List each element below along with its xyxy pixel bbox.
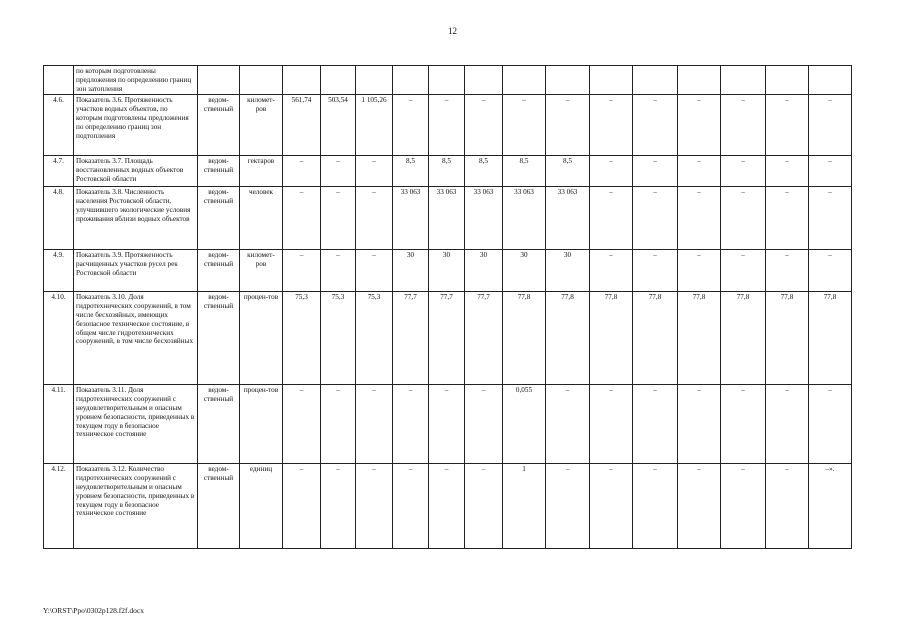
year-value: – (809, 250, 852, 292)
year-value: – (590, 156, 633, 187)
unit-of-measure: гектаров (240, 156, 283, 187)
table-row (44, 464, 852, 549)
year-value: – (283, 464, 321, 549)
year-value: – (809, 95, 852, 156)
year-value: – (321, 250, 356, 292)
indicator-type: ведом-ственный (198, 187, 240, 250)
row-number: 4.9. (44, 250, 74, 292)
year-value: – (678, 385, 721, 464)
year-value: –». (809, 464, 852, 549)
year-value: 8,5 (465, 156, 503, 187)
year-value: – (809, 385, 852, 464)
year-value: 33 063 (503, 187, 546, 250)
year-value: – (678, 250, 721, 292)
table-row-continuation (44, 66, 852, 95)
year-value: – (633, 385, 678, 464)
year-value: – (546, 385, 590, 464)
cell (633, 66, 678, 95)
table-row (44, 187, 852, 250)
year-value: 33 063 (465, 187, 503, 250)
year-value: – (809, 156, 852, 187)
unit-of-measure: человек (240, 187, 283, 250)
year-value: – (321, 187, 356, 250)
indicator-name: Показатель 3.12. Количество гидротехнических сооружений с неудовлетворительным и опасным уровнем безопасности, приведенных в текущем году в безопасное техническое состояние (74, 464, 198, 549)
year-value: – (678, 187, 721, 250)
year-value: – (283, 156, 321, 187)
year-value: – (766, 385, 809, 464)
cell (546, 66, 590, 95)
row-number: 4.7. (44, 156, 74, 187)
year-value: – (766, 464, 809, 549)
table-body (44, 66, 852, 549)
cell (721, 66, 766, 95)
year-value: 8,5 (429, 156, 465, 187)
year-value: – (503, 95, 546, 156)
indicator-type: ведом-ственный (198, 156, 240, 187)
year-value: – (356, 187, 393, 250)
year-value: 77,8 (766, 292, 809, 385)
indicators-table (43, 65, 852, 549)
year-value: – (321, 385, 356, 464)
year-value: – (766, 95, 809, 156)
year-value: – (393, 385, 429, 464)
year-value: – (721, 95, 766, 156)
year-value: 77,7 (465, 292, 503, 385)
year-value: – (590, 187, 633, 250)
year-value: 561,74 (283, 95, 321, 156)
year-value: – (590, 95, 633, 156)
cell (465, 66, 503, 95)
indicator-name: Показатель 3.9. Протяженность расчищенных участков русел рек Ростовской области (74, 250, 198, 292)
indicator-type: ведом-ственный (198, 250, 240, 292)
year-value: 30 (546, 250, 590, 292)
year-value: – (590, 464, 633, 549)
year-value: 30 (429, 250, 465, 292)
year-value: – (721, 187, 766, 250)
year-value: 77,8 (678, 292, 721, 385)
indicator-type: ведом-ственный (198, 95, 240, 156)
year-value: – (356, 385, 393, 464)
year-value: – (283, 385, 321, 464)
cell (503, 66, 546, 95)
year-value: – (429, 464, 465, 549)
cell (678, 66, 721, 95)
cell (393, 66, 429, 95)
year-value: – (465, 464, 503, 549)
year-value: – (393, 464, 429, 549)
indicator-name: Показатель 3.8. Численность населения Ростовской области, улучшившего экологические условия проживания вблизи водных объектов (74, 187, 198, 250)
cell (809, 66, 852, 95)
year-value: – (678, 95, 721, 156)
table-row (44, 385, 852, 464)
indicator-name: Показатель 3.6. Протяженность участков водных объектов, по которым подготовлены предложения по определению границ зон подтопления (74, 95, 198, 156)
row-number: 4.10. (44, 292, 74, 385)
page-number: 12 (448, 26, 457, 36)
year-value: 75,3 (356, 292, 393, 385)
year-value: 8,5 (546, 156, 590, 187)
year-value: – (356, 156, 393, 187)
year-value: – (429, 385, 465, 464)
year-value: – (633, 156, 678, 187)
year-value: – (393, 95, 429, 156)
row-number: 4.12. (44, 464, 74, 549)
year-value: 33 063 (429, 187, 465, 250)
indicator-name: Показатель 3.10. Доля гидротехнических сооружений, в том числе бесхозяйных, имеющих безопасное техническое состояние, в общем числе гидротехнических сооружений, в том числе бесхозяйных (74, 292, 198, 385)
year-value: 33 063 (393, 187, 429, 250)
unit-of-measure: единиц (240, 464, 283, 549)
cell (766, 66, 809, 95)
year-value: 75,3 (321, 292, 356, 385)
unit-of-measure: процен-тов (240, 385, 283, 464)
year-value: – (546, 464, 590, 549)
year-value: – (465, 95, 503, 156)
cell (198, 66, 240, 95)
year-value: 77,8 (809, 292, 852, 385)
year-value: 75,3 (283, 292, 321, 385)
year-value: – (465, 385, 503, 464)
year-value: 33 063 (546, 187, 590, 250)
year-value: – (633, 464, 678, 549)
year-value: – (721, 156, 766, 187)
indicator-name: Показатель 3.11. Доля гидротехнических сооружений с неудовлетворительным и опасным уровнем безопасности, приведенных в текущем году в безопасное техническое состояние (74, 385, 198, 464)
year-value: – (766, 156, 809, 187)
indicator-type: ведом-ственный (198, 464, 240, 549)
indicator-type: ведом-ственный (198, 385, 240, 464)
year-value: 1 (503, 464, 546, 549)
year-value: – (633, 95, 678, 156)
year-value: 77,7 (393, 292, 429, 385)
unit-of-measure: километ-ров (240, 250, 283, 292)
cell (283, 66, 321, 95)
year-value: 8,5 (503, 156, 546, 187)
year-value: 8,5 (393, 156, 429, 187)
row-number: 4.11. (44, 385, 74, 464)
cell (429, 66, 465, 95)
row-number: 4.6. (44, 95, 74, 156)
year-value: – (721, 250, 766, 292)
table-row (44, 250, 852, 292)
year-value: 77,8 (546, 292, 590, 385)
year-value: – (546, 95, 590, 156)
cell (44, 66, 74, 95)
year-value: – (766, 250, 809, 292)
year-value: – (633, 250, 678, 292)
year-value: – (321, 464, 356, 549)
unit-of-measure: процен-тов (240, 292, 283, 385)
year-value: 0,055 (503, 385, 546, 464)
year-value: 30 (503, 250, 546, 292)
year-value: 77,8 (633, 292, 678, 385)
year-value: – (721, 385, 766, 464)
year-value: 77,8 (503, 292, 546, 385)
cell (240, 66, 283, 95)
year-value: 77,8 (721, 292, 766, 385)
indicator-type: ведом-ственный (198, 292, 240, 385)
table-row (44, 156, 852, 187)
year-value: – (678, 156, 721, 187)
year-value: 1 105,26 (356, 95, 393, 156)
unit-of-measure: километ-ров (240, 95, 283, 156)
cell (321, 66, 356, 95)
year-value: – (321, 156, 356, 187)
year-value: – (678, 464, 721, 549)
row-number: 4.8. (44, 187, 74, 250)
year-value: 77,7 (429, 292, 465, 385)
year-value: – (766, 187, 809, 250)
year-value: – (429, 95, 465, 156)
table-row (44, 292, 852, 385)
year-value: 30 (465, 250, 503, 292)
year-value: – (590, 385, 633, 464)
cell (356, 66, 393, 95)
year-value: – (590, 250, 633, 292)
year-value: – (356, 464, 393, 549)
year-value: – (721, 464, 766, 549)
year-value: – (633, 187, 678, 250)
cell (590, 66, 633, 95)
year-value: – (356, 250, 393, 292)
indicator-name: Показатель 3.7. Площадь восстановленных водных объектов Ростовской области (74, 156, 198, 187)
footer-file-path: Y:\ORST\Ppo\0302p128.f2f.docx (43, 606, 144, 615)
year-value: 503,54 (321, 95, 356, 156)
table-row (44, 95, 852, 156)
continuation-text: по которым подготовлены предложения по определению границ зон затопления (74, 66, 198, 95)
year-value: 77,8 (590, 292, 633, 385)
year-value: 30 (393, 250, 429, 292)
year-value: – (809, 187, 852, 250)
year-value: – (283, 187, 321, 250)
year-value: – (283, 250, 321, 292)
